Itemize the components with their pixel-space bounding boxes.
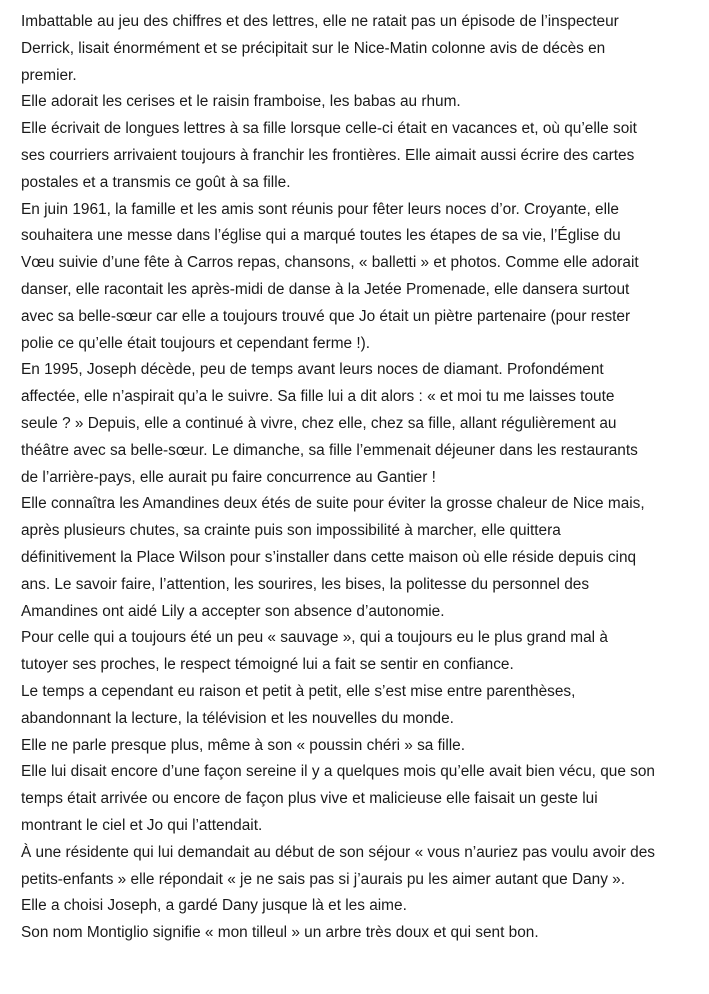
paragraph-13: [21, 920, 699, 947]
text-line: danser, elle racontait les après-midi de danse à la Jetée Promenade, elle dansera surtout: [21, 280, 630, 298]
text-line: théâtre avec sa belle-sœur. Le dimanche, sa fille l’emmenait déjeuner dans les restaurants: [21, 441, 638, 459]
text-line: temps était arrivée ou encore de façon plus vive et malicieuse elle faisait un geste lui: [21, 790, 598, 808]
paragraph-1: [21, 9, 699, 89]
text-line: Imbattable au jeu des chiffres et des lettres, elle ne ratait pas un épisode de l’inspecteur: [21, 13, 619, 30]
text-line: Elle connaîtra les Amandines deux étés de suite pour éviter la grosse chaleur de Nice mais,: [21, 495, 645, 513]
text-line: En 1995, Joseph décède, peu de temps avant leurs noces de diamant. Profondément: [21, 361, 604, 379]
paragraph-8: [21, 679, 699, 733]
text-line: après plusieurs chutes, sa crainte puis son impossibilité à marcher, elle quittera: [21, 522, 561, 540]
text-line: Elle lui disait encore d’une façon sereine il y a quelques mois qu’elle avait bien vécu, que son: [21, 763, 655, 781]
text-line: À une résidente qui lui demandait au début de son séjour « vous n’auriez pas voulu avoir des: [21, 843, 655, 861]
paragraph-5: [21, 357, 699, 491]
paragraph-2: [21, 89, 699, 116]
paragraph-9: [21, 733, 699, 760]
text-line: ses courriers arrivaient toujours à franchir les frontières. Elle aimait aussi écrire des cartes: [21, 146, 635, 164]
text-line: souhaitera une messe dans l’église qui a marqué toutes les étapes de sa vie, l’Église du: [21, 227, 621, 245]
text-line: Vœu suivie d’une fête à Carros repas, chansons, « balletti » et photos. Comme elle adorait: [21, 254, 639, 272]
text-line: Derrick, lisait énormément et se précipitait sur le Nice-Matin colonne avis de décès en: [21, 39, 606, 57]
text-line: Elle écrivait de longues lettres à sa fille lorsque celle-ci était en vacances et, où qu’elle soit: [21, 120, 637, 138]
paragraph-3: [21, 116, 699, 196]
text-line: polie ce qu’elle était toujours et cependant ferme !).: [21, 334, 371, 352]
paragraph-10: [21, 759, 699, 839]
text-line: affectée, elle n’aspirait qu’a le suivre. Sa fille lui a dit alors : « et moi tu me laisses toute: [21, 388, 615, 406]
paragraph-4: [21, 197, 699, 358]
text-line: petits-enfants » elle répondait « je ne sais pas si j’aurais pu les aimer autant que Dany ».: [21, 870, 626, 888]
text-line: Amandines ont aidé Lily a accepter son absence d’autonomie.: [21, 602, 445, 620]
text-line: Elle ne parle presque plus, même à son « poussin chéri » sa fille.: [21, 736, 466, 754]
paragraph-6: [21, 491, 699, 625]
text-line: Elle adorait les cerises et le raisin framboise, les babas au rhum.: [21, 93, 461, 111]
text-line: ans. Le savoir faire, l’attention, les sourires, les bises, la politesse du personnel des: [21, 575, 590, 593]
text-line: tutoyer ses proches, le respect témoigné lui a fait se sentir en confiance.: [21, 656, 514, 674]
text-line: premier.: [21, 66, 77, 84]
text-line: Le temps a cependant eu raison et petit à petit, elle s’est mise entre parenthèses,: [21, 682, 576, 700]
text-line: En juin 1961, la famille et les amis sont réunis pour fêter leurs noces d’or. Croyante, elle: [21, 200, 619, 218]
text-line: abandonnant la lecture, la télévision et les nouvelles du monde.: [21, 709, 454, 727]
text-line: avec sa belle-sœur car elle a toujours trouvé que Jo était un piètre partenaire (pour rester: [21, 307, 631, 325]
text-line: Pour celle qui a toujours été un peu « sauvage », qui a toujours eu le plus grand mal à: [21, 629, 608, 647]
text-line: Elle a choisi Joseph, a gardé Dany jusque là et les aime.: [21, 897, 407, 915]
text-line: seule ? » Depuis, elle a continué à vivre, chez elle, chez sa fille, allant régulièrement au: [21, 414, 617, 432]
text-line: montrant le ciel et Jo qui l’attendait.: [21, 816, 263, 834]
text-line: définitivement la Place Wilson pour s’installer dans cette maison où elle réside depuis cinq: [21, 548, 637, 566]
paragraph-11: [21, 840, 699, 894]
paragraph-7: [21, 625, 699, 679]
text-line: postales et a transmis ce goût à sa fille.: [21, 173, 291, 191]
text-line: de l’arrière-pays, elle aurait pu faire concurrence au Gantier !: [21, 468, 436, 486]
paragraph-12: [21, 893, 699, 920]
text-line: Son nom Montiglio signifie « mon tilleul » un arbre très doux et qui sent bon.: [21, 924, 539, 942]
